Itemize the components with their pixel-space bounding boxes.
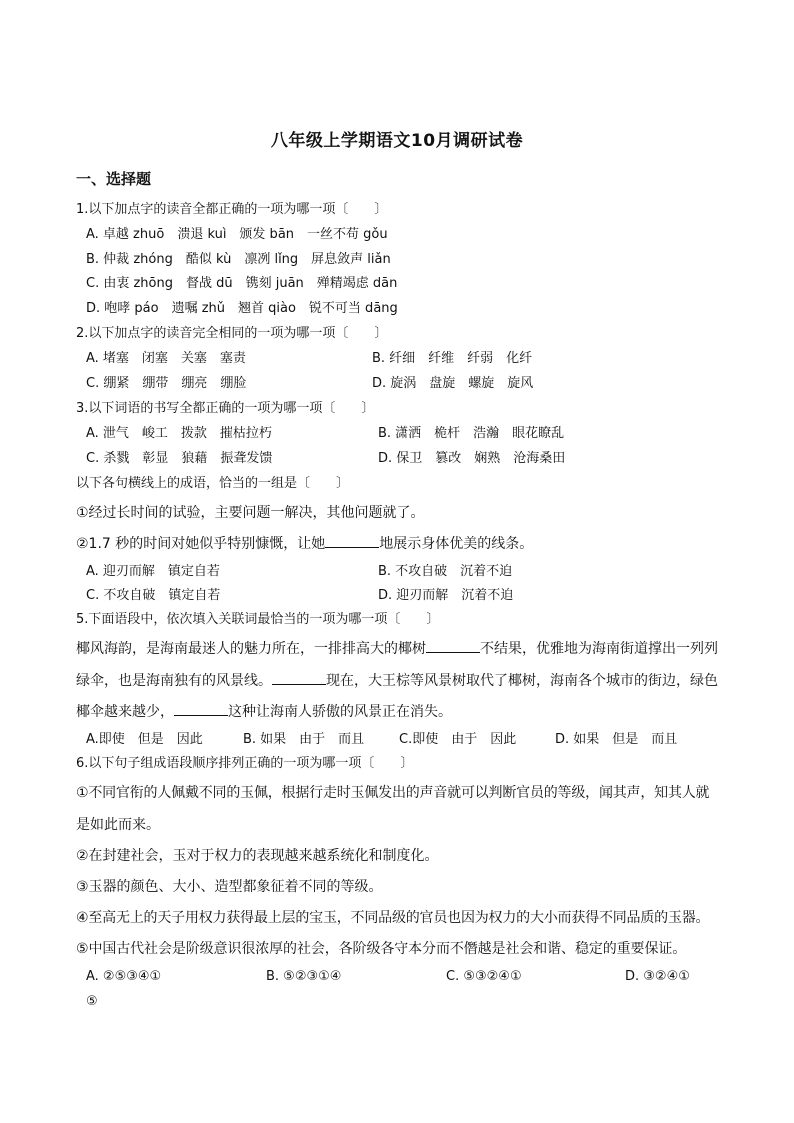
q4-sentence-2 (76, 535, 533, 553)
q6-sentence-5: ⑤中国古代社会是阶级意识很浓厚的社会，各阶级各守本分而不僭越是社会和谐、稳定的重要保证。 (76, 941, 687, 957)
q5-passage-line-3 (76, 703, 452, 721)
page-title: 八年级上学期语文10月调研试卷 (270, 131, 524, 151)
q5-option-d: D. 如果 但是 而且 (555, 732, 678, 747)
q1-option-b: B. 仲裁 zhóng 酷似 kù 凛冽 lǐng 屏息敛声 liǎn (86, 252, 391, 267)
q3-option-c: C. 杀戮 彰显 狼藉 振聋发馈 (86, 451, 273, 466)
fill-blank (272, 672, 326, 685)
q1-option-c: C. 由衷 zhōng 督战 dū 镌刻 juān 殚精竭虑 dān (86, 276, 398, 291)
q6-sentence-3: ③玉器的颜色、大小、造型都象征着不同的等级。 (76, 879, 383, 895)
fill-blank (426, 640, 480, 653)
q6-option-d-cont: ⑤ (86, 994, 98, 1009)
q6-option-b: B. ⑤②③①④ (266, 969, 342, 984)
q5-passage-part: 椰风海韵，是海南最迷人的魅力所在，一排排高大的椰树 (76, 641, 426, 657)
q5-option-b: B. 如果 由于 而且 (243, 732, 365, 747)
q6-option-a: A. ②⑤③④① (86, 969, 162, 984)
q6-sentence-2: ②在封建社会，玉对于权力的表现越来越系统化和制度化。 (76, 848, 439, 864)
q2-stem: 2.以下加点字的读音完全相同的一项为哪一项〔 〕 (76, 326, 388, 341)
q5-passage-line-1 (76, 640, 718, 658)
q5-passage-part: 椰伞越来越少， (76, 704, 174, 720)
q2-option-d: D. 旋涡 盘旋 螺旋 旋风 (372, 376, 534, 391)
q5-passage-part: 现在，大王棕等风景树取代了椰树，海南各个城市的街边，绿色 (326, 673, 718, 689)
q3-stem: 3.以下词语的书写全都正确的一项为哪一项〔 〕 (76, 401, 375, 416)
q4-option-a: A. 迎刃而解 镇定自若 (86, 564, 220, 579)
q6-sentence-4: ④至高无上的天子用权力获得最上层的宝玉，不同品级的官员也因为权力的大小而获得不同品质的玉器。 (76, 910, 710, 926)
q4-option-b: B. 不攻自破 沉着不迫 (378, 564, 513, 579)
q2-option-a: A. 堵塞 闭塞 关塞 塞责 (86, 351, 246, 366)
q5-option-c: C.即使 由于 因此 (399, 732, 517, 747)
q6-option-c: C. ⑤③②④① (446, 969, 522, 984)
q1-option-a: A. 卓越 zhuō 溃退 kuì 颁发 bān 一丝不苟 gǒu (86, 227, 388, 242)
q2-option-c: C. 绷紧 绷带 绷亮 绷脸 (86, 376, 247, 391)
q5-passage-part: 这种让海南人骄傲的风景正在消失。 (228, 704, 452, 720)
q5-stem: 5.下面语段中，依次填入关联词最恰当的一项为哪一项〔 〕 (76, 612, 440, 627)
q4-sentence-2-part-a: ②1.7 秒的时间对她似乎特别慷慨，让她 (76, 536, 326, 552)
q3-option-a: A. 泄气 峻工 拨款 摧枯拉朽 (86, 426, 272, 441)
q4-sentence-2-part-b: 地展示身体优美的线条。 (379, 536, 534, 552)
q5-passage-line-2 (76, 672, 718, 690)
section-heading: 一、选择题 (76, 170, 152, 188)
q4-sentence-1: ①经过长时间的试验，主要问题一解决，其他问题就了。 (76, 505, 425, 521)
q3-option-d: D. 保卫 篡改 娴熟 沧海桑田 (378, 451, 566, 466)
q1-stem: 1.以下加点字的读音全都正确的一项为哪一项〔 〕 (76, 202, 388, 217)
q6-sentence-1-cont: 是如此而来。 (76, 817, 160, 833)
q4-option-d: D. 迎刃而解 沉着不迫 (378, 588, 514, 603)
q6-option-d: D. ③②④① (625, 969, 690, 984)
q3-option-b: B. 潇洒 桅杆 浩瀚 眼花瞭乱 (378, 426, 565, 441)
q5-passage-part: 绿伞，也是海南独有的风景线。 (76, 673, 272, 689)
q4-option-c: C. 不攻自破 镇定自若 (86, 588, 221, 603)
q2-option-b: B. 纤细 纤维 纤弱 化纤 (372, 351, 533, 366)
q6-sentence-1: ①不同官衔的人佩戴不同的玉佩，根据行走时玉佩发出的声音就可以判断官员的等级，闻其声，知其人就 (76, 785, 710, 801)
q5-option-a: A.即使 但是 因此 (86, 732, 203, 747)
q6-stem: 6.以下句子组成语段顺序排列正确的一项为哪一项〔 〕 (76, 756, 414, 771)
fill-blank (325, 535, 379, 548)
q5-passage-part: 不结果，优雅地为海南街道撑出一列列 (480, 641, 718, 657)
fill-blank (174, 703, 228, 716)
q4-stem: 以下各句横线上的成语，恰当的一组是〔 〕 (76, 476, 350, 491)
q1-option-d: D. 咆哮 páo 遗嘱 zhǔ 翘首 qiào 锐不可当 dāng (86, 301, 398, 316)
